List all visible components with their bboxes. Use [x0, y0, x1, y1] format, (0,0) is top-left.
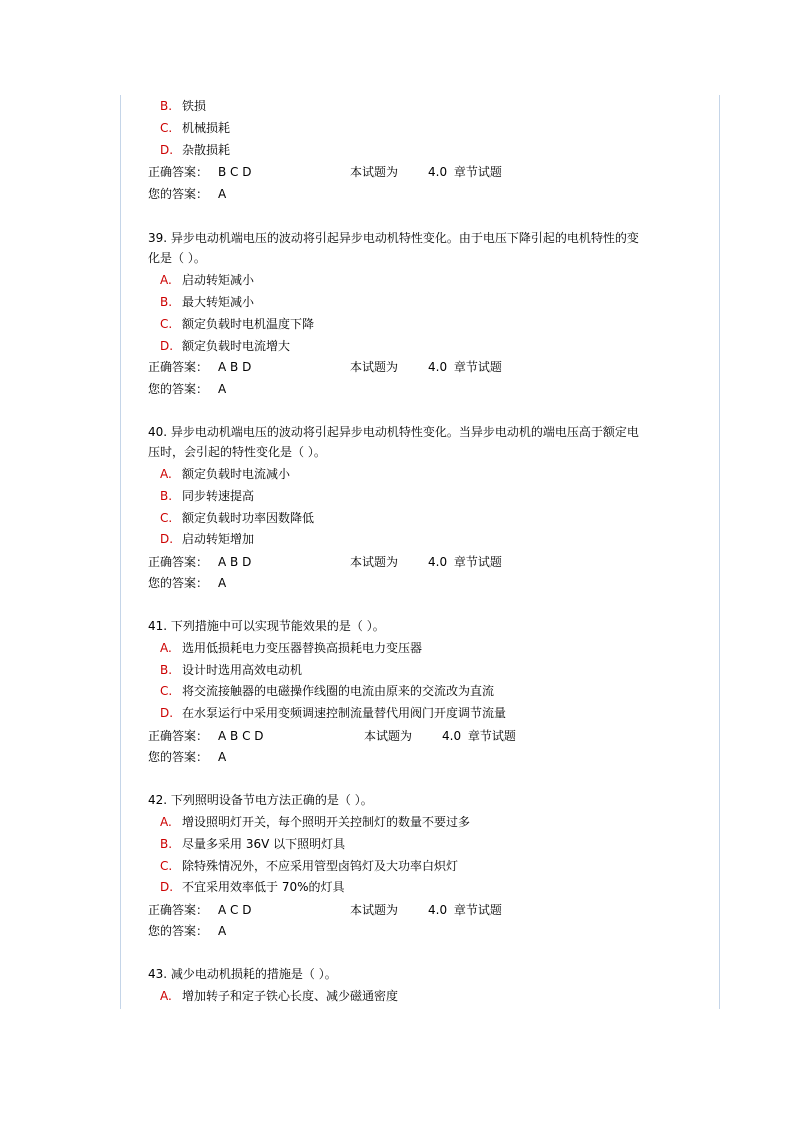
q43-stem: 43. 减少电动机损耗的措施是（ ）。	[148, 967, 337, 981]
q38-option-d: D. 杂散损耗	[160, 143, 231, 157]
q42-option-a: A. 增设照明灯开关，每个照明开关控制灯的数量不要过多	[160, 815, 471, 829]
q42-correct-answer: 正确答案： A C D 本试题为 4.0 章节试题	[148, 903, 502, 917]
q40-option-d: D. 启动转矩增加	[160, 532, 255, 546]
q41-your-answer: 您的答案： A	[148, 750, 227, 764]
q41-option-a: A. 选用低损耗电力变压器替换高损耗电力变压器	[160, 641, 423, 655]
q42-stem: 42. 下列照明设备节电方法正确的是（ ）。	[148, 793, 373, 807]
q41-option-b: B. 设计时选用高效电动机	[160, 663, 303, 677]
q38-your-answer: 您的答案： A	[148, 187, 227, 201]
q42-your-answer: 您的答案： A	[148, 924, 227, 938]
q40-option-a: A. 额定负载时电流减小	[160, 467, 291, 481]
q39-your-answer: 您的答案： A	[148, 382, 227, 396]
q41-option-d: D. 在水泵运行中采用变频调速控制流量替代用阀门开度调节流量	[160, 706, 507, 720]
q39-option-b: B. 最大转矩减小	[160, 295, 255, 309]
q41-option-c: C. 将交流接触器的电磁操作线圈的电流由原来的交流改为直流	[160, 684, 495, 698]
q41-correct-answer: 正确答案： A B C D 本试题为 4.0 章节试题	[148, 729, 516, 743]
q39-correct-answer: 正确答案： A B D 本试题为 4.0 章节试题	[148, 360, 502, 374]
q42-option-b: B. 尽量多采用 36V 以下照明灯具	[160, 837, 346, 851]
q41-stem: 41. 下列措施中可以实现节能效果的是（ ）。	[148, 619, 385, 633]
q42-option-d: D. 不宜采用效率低于 70%的灯具	[160, 880, 345, 894]
q42-option-c: C. 除特殊情况外，不应采用管型卤钨灯及大功率白炽灯	[160, 859, 459, 873]
q40-correct-answer: 正确答案： A B D 本试题为 4.0 章节试题	[148, 555, 502, 569]
q38-option-b: B. 铁损	[160, 99, 207, 113]
q40-stem-line1: 40. 异步电动机端电压的波动将引起异步电动机特性变化。当异步电动机的端电压高于额定电	[148, 425, 639, 439]
q39-option-a: A. 启动转矩减小	[160, 273, 255, 287]
q39-stem-line2: 化是（ ）。	[148, 251, 206, 265]
q40-your-answer: 您的答案： A	[148, 576, 227, 590]
q40-option-b: B. 同步转速提高	[160, 489, 255, 503]
q40-stem-line2: 压时，会引起的特性变化是（ ）。	[148, 445, 326, 459]
q40-option-c: C. 额定负载时功率因数降低	[160, 511, 315, 525]
q43-option-a: A. 增加转子和定子铁心长度、减少磁通密度	[160, 989, 399, 1003]
q38-correct-answer: 正确答案： B C D 本试题为 4.0 章节试题	[148, 165, 502, 179]
q39-stem-line1: 39. 异步电动机端电压的波动将引起异步电动机特性变化。由于电压下降引起的电机特性的变	[148, 231, 639, 245]
q39-option-d: D. 额定负载时电流增大	[160, 339, 291, 353]
q38-option-c: C. 机械损耗	[160, 121, 231, 135]
q39-option-c: C. 额定负载时电机温度下降	[160, 317, 315, 331]
